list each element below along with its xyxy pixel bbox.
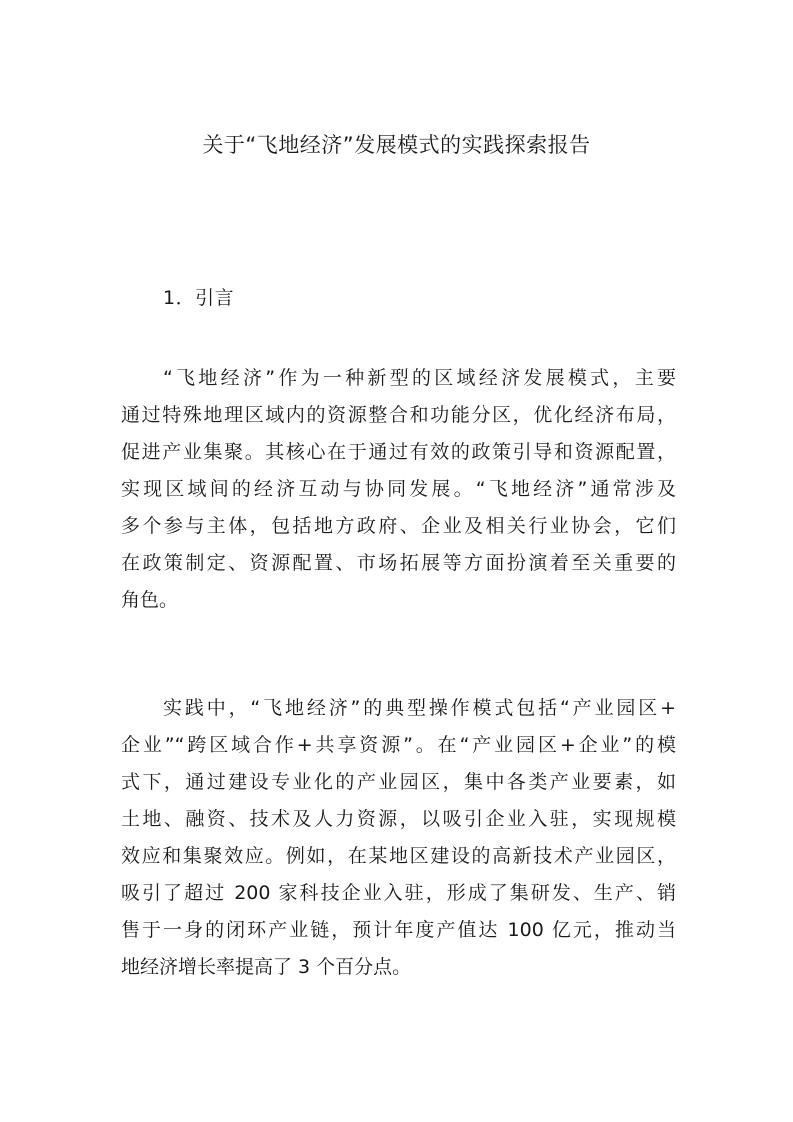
paragraph-line: 在政策制定、资源配置、市场拓展等方面扮演着至关重要的 bbox=[121, 552, 676, 574]
section-heading: 1．引言 bbox=[163, 287, 235, 309]
paragraph-line: 售于一身的闭环产业链，预计年度产值达 100 亿元，推动当 bbox=[121, 919, 676, 941]
paragraph-line: 角色。 bbox=[121, 589, 179, 611]
paragraph-intro bbox=[121, 360, 676, 619]
paragraph-line: 土地、融资、技术及人力资源，以吸引企业入驻，实现规模 bbox=[121, 808, 676, 830]
paragraph-line: 吸引了超过 200 家科技企业入驻，形成了集研发、生产、销 bbox=[121, 882, 676, 904]
paragraph-line: 效应和集聚效应。例如，在某地区建设的高新技术产业园区， bbox=[121, 845, 676, 867]
paragraph-line: 实现区域间的经济互动与协同发展。“飞地经济”通常涉及 bbox=[121, 478, 676, 500]
paragraph-line: 企业”“跨区域合作+共享资源”。在“产业园区+企业”的模 bbox=[121, 734, 676, 756]
paragraph-line: “飞地经济”作为一种新型的区域经济发展模式，主要 bbox=[163, 367, 676, 389]
paragraph-line: 通过特殊地理区域内的资源整合和功能分区，优化经济布局， bbox=[121, 404, 676, 426]
paragraph-line: 实践中，“飞地经济”的典型操作模式包括“产业园区+ bbox=[163, 697, 676, 719]
paragraph-line: 促进产业集聚。其核心在于通过有效的政策引导和资源配置， bbox=[121, 441, 676, 463]
document-title: 关于“飞地经济”发展模式的实践探索报告 bbox=[202, 133, 591, 157]
paragraph-line: 多个参与主体，包括地方政府、企业及相关行业协会，它们 bbox=[121, 515, 676, 537]
paragraph-practice bbox=[121, 690, 676, 986]
paragraph-line: 地经济增长率提高了 3 个百分点。 bbox=[121, 956, 412, 978]
paragraph-line: 式下，通过建设专业化的产业园区，集中各类产业要素，如 bbox=[121, 771, 676, 793]
